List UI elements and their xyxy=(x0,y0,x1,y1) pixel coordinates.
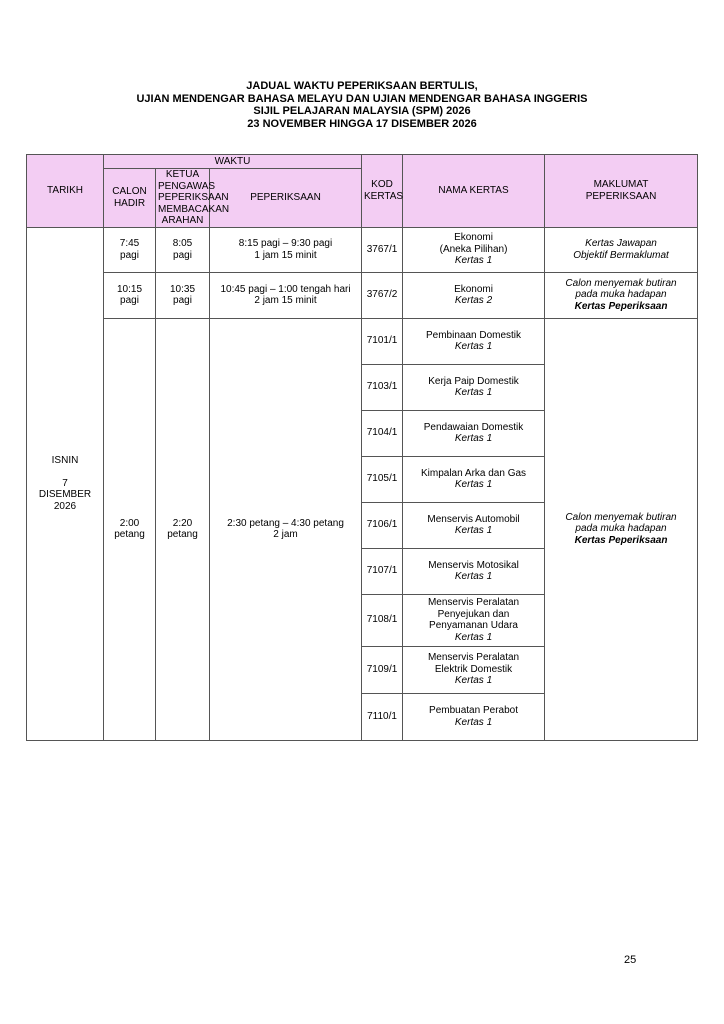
title-line: SIJIL PELAJARAN MALAYSIA (SPM) 2026 xyxy=(253,105,471,117)
paper-name-line: Elektrik Domestik xyxy=(434,663,513,675)
time-range: 10:45 pagi – 1:00 tengah hari xyxy=(220,283,351,295)
header-kod-kertas xyxy=(362,155,403,228)
time: 8:05 xyxy=(172,238,193,249)
paper-code: 7108/1 xyxy=(362,594,403,646)
header-nama-kertas: NAMA KERTAS xyxy=(403,155,545,228)
paper-code: 7107/1 xyxy=(362,548,403,594)
exam-date xyxy=(27,227,104,740)
paper-code: 7109/1 xyxy=(362,646,403,693)
exam-time xyxy=(210,272,362,318)
paper-number: Kertas 1 xyxy=(454,255,493,267)
paper-name-line: Pembuatan Perabot xyxy=(429,705,518,716)
paper-name-line: Ekonomi xyxy=(454,283,493,295)
paper-number: Kertas 1 xyxy=(454,433,493,444)
header-maklumat xyxy=(545,155,698,228)
info-line: Calon menyemak butiran xyxy=(565,277,677,289)
paper-code: 7110/1 xyxy=(362,693,403,740)
date-month: DISEMBER xyxy=(38,489,92,501)
header-text: KERTAS xyxy=(364,190,404,202)
header-text: PEPERIKSAAN xyxy=(158,192,229,203)
header-text: PENGAWAS xyxy=(158,180,216,192)
paper-name-line: Kimpalan Arka dan Gas xyxy=(420,467,527,479)
paper-code: 3767/2 xyxy=(362,272,403,318)
paper-name-line: Menservis Peralatan xyxy=(427,597,520,608)
paper-number: Kertas 1 xyxy=(454,341,493,352)
paper-code: 7103/1 xyxy=(362,364,403,410)
paper-number: Kertas 1 xyxy=(454,387,493,398)
header-text: HADIR xyxy=(113,197,146,209)
calon-hadir-time xyxy=(104,318,156,740)
table-row xyxy=(27,227,698,272)
info-line: Kertas Peperiksaan xyxy=(574,534,668,546)
header-text: CALON xyxy=(112,186,147,198)
table-row xyxy=(27,318,698,364)
header-text: MEMBACAKAN xyxy=(158,203,230,215)
info-line: Kertas Jawapan xyxy=(585,238,657,249)
paper-name-line: Pembinaan Domestik xyxy=(425,329,522,341)
time-range: 2:30 petang – 4:30 petang xyxy=(227,517,344,529)
header-tarikh: TARIKH xyxy=(27,155,104,228)
paper-name xyxy=(403,456,545,502)
paper-number: Kertas 1 xyxy=(454,479,493,490)
paper-name xyxy=(403,364,545,410)
paper-name-line: Ekonomi xyxy=(454,232,493,244)
date-day: ISNIN xyxy=(51,454,79,466)
header-text: MAKLUMAT xyxy=(593,179,649,191)
paper-name-line: Menservis Motosikal xyxy=(428,559,519,571)
calon-hadir-time xyxy=(104,227,156,272)
paper-name xyxy=(403,410,545,456)
header-peperiksaan: PEPERIKSAAN xyxy=(210,169,362,228)
time: 10:15 xyxy=(116,283,143,295)
header-text: KOD xyxy=(371,179,393,191)
ketua-pengawas-time xyxy=(156,318,210,740)
time: 2:00 xyxy=(119,517,140,529)
paper-number: Kertas 1 xyxy=(454,675,493,687)
time: 7:45 xyxy=(119,238,140,249)
time-range: 8:15 pagi – 9:30 pagi xyxy=(238,238,333,249)
paper-name xyxy=(403,227,545,272)
header-text: PEPERIKSAAN xyxy=(585,190,657,202)
header-ketua-pengawas xyxy=(156,169,230,228)
paper-name-line: Menservis Automobil xyxy=(427,513,520,525)
table-row xyxy=(27,272,698,318)
page-number: 25 xyxy=(624,954,637,966)
time: 2:20 xyxy=(172,517,193,529)
paper-name-line: Pendawaian Domestik xyxy=(423,421,524,433)
title-line: JADUAL WAKTU PEPERIKSAAN BERTULIS, xyxy=(246,80,478,92)
info-line: pada muka hadapan xyxy=(575,289,667,301)
paper-number: Kertas 2 xyxy=(454,295,493,306)
paper-name xyxy=(403,548,545,594)
document-title xyxy=(0,80,724,130)
title-line: UJIAN MENDENGAR BAHASA MELAYU DAN UJIAN MENDENGAR BAHASA INGGERIS xyxy=(136,92,588,105)
paper-number: Kertas 1 xyxy=(454,525,493,536)
ketua-pengawas-time xyxy=(156,227,210,272)
header-text: KETUA xyxy=(165,169,200,180)
paper-code: 7101/1 xyxy=(362,318,403,364)
title-line: 23 NOVEMBER HINGGA 17 DISEMBER 2026 xyxy=(247,117,477,130)
exam-time xyxy=(210,227,362,272)
info-line: Kertas Peperiksaan xyxy=(574,300,668,312)
duration: 1 jam 15 minit xyxy=(254,249,317,261)
paper-name xyxy=(403,594,545,646)
calon-hadir-time xyxy=(104,272,156,318)
duration: 2 jam 15 minit xyxy=(254,295,317,306)
paper-name-line: (Aneka Pilihan) xyxy=(439,243,508,255)
time-period: pagi xyxy=(173,295,192,306)
time-period: pagi xyxy=(120,295,139,306)
info-line: pada muka hadapan xyxy=(575,523,667,535)
paper-code: 3767/1 xyxy=(362,227,403,272)
paper-code: 7104/1 xyxy=(362,410,403,456)
paper-name-line: Menservis Peralatan xyxy=(427,652,520,664)
paper-name xyxy=(403,646,545,693)
paper-name xyxy=(403,693,545,740)
exam-info xyxy=(545,227,698,272)
time-period: petang xyxy=(114,529,145,540)
time-period: petang xyxy=(167,529,198,540)
exam-info xyxy=(545,272,698,318)
paper-number: Kertas 1 xyxy=(454,571,493,582)
paper-name xyxy=(403,318,545,364)
paper-name xyxy=(403,502,545,548)
paper-name-line: Penyejukan dan xyxy=(437,608,510,620)
header-text: ARAHAN xyxy=(161,215,204,226)
paper-number: Kertas 1 xyxy=(454,716,493,728)
time-period: pagi xyxy=(120,249,139,261)
time-period: pagi xyxy=(173,249,192,261)
paper-name-line: Kerja Paip Domestik xyxy=(428,375,519,387)
paper-name xyxy=(403,272,545,318)
duration: 2 jam xyxy=(273,529,298,540)
paper-code: 7106/1 xyxy=(362,502,403,548)
ketua-pengawas-time xyxy=(156,272,210,318)
info-line: Objektif Bermaklumat xyxy=(573,249,669,261)
paper-code: 7105/1 xyxy=(362,456,403,502)
header-waktu: WAKTU xyxy=(104,155,362,169)
exam-time xyxy=(210,318,362,740)
paper-number: Kertas 1 xyxy=(454,631,493,643)
info-line: Calon menyemak butiran xyxy=(565,511,677,523)
date-number: 7 xyxy=(62,477,68,489)
paper-name-line: Penyamanan Udara xyxy=(429,620,518,631)
exam-info xyxy=(545,318,698,740)
exam-schedule-table xyxy=(26,154,698,741)
time: 10:35 xyxy=(169,283,196,295)
date-year: 2026 xyxy=(53,500,77,512)
header-calon-hadir xyxy=(104,169,156,228)
